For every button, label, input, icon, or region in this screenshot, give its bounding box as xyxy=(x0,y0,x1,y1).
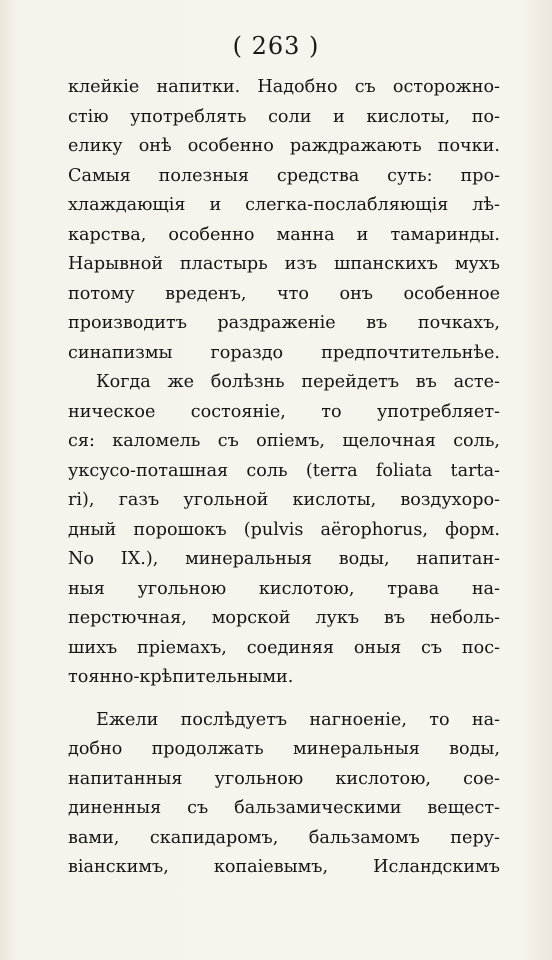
text-line: уксусо-поташная соль (terra foliata tarta- xyxy=(68,460,500,481)
text-line: диненныя съ бальзамическими вещест- xyxy=(68,798,500,818)
text-line: карства, особенно манна и тамаринды. xyxy=(68,224,500,245)
text-line: No IX.), минеральныя воды, напитан- xyxy=(68,549,500,569)
page-number: ( 263 ) xyxy=(232,32,320,60)
text-line: ныя угольною кислотою, трава на- xyxy=(68,578,500,599)
text-line: стiю употреблять соли и кислоты, по- xyxy=(68,106,500,127)
text-line: тоянно-крѣпительными. xyxy=(68,667,294,687)
text-line: потому вреденъ, что онъ особенное xyxy=(68,283,500,304)
text-line: дный порошокъ (pulvis aërophorus, форм. xyxy=(68,519,500,540)
body-text xyxy=(68,73,500,883)
text-line: елику онѣ особенно раждражають почки. xyxy=(68,136,500,156)
text-line: синапизмы гораздо предпочтительнѣе. xyxy=(68,342,500,363)
text-line: клейкie напитки. Надобно съ осторожно- xyxy=(68,77,500,97)
text-line: Самыя полезныя средства суть: про- xyxy=(68,165,500,186)
text-line: хлаждающiя и слегка-послабляющiя лѣ- xyxy=(68,195,500,215)
text-line: производитъ раздраженiе въ почкахъ, xyxy=(68,313,500,333)
text-line: Ежели послѣдуетъ нагноенiе, то на- xyxy=(96,709,500,730)
text-line: перстючная, морской лукъ въ неболь- xyxy=(68,608,500,628)
text-line: Нарывной пластырь изъ шпанскихъ мухъ xyxy=(68,254,500,274)
text-line: ся: каломель съ опiемъ, щелочная соль, xyxy=(68,431,500,451)
text-line: напитанныя угольною кислотою, сое- xyxy=(68,768,500,789)
text-line: вiанскимъ, копаiевымъ, Исландскимъ xyxy=(68,857,500,877)
text-line: вами, скапидаромъ, бальзамомъ перу- xyxy=(68,827,500,848)
text-line: ri), газъ угольной кислоты, воздухоро- xyxy=(68,490,500,510)
text-line: ническое состоянiе, то употребляет- xyxy=(68,401,500,422)
text-line: Когда же болѣзнь перейдетъ въ асте- xyxy=(96,372,500,392)
text-line: добно продолжать минеральныя воды, xyxy=(68,739,500,759)
text-line: шихъ прiемахъ, соединяя оныя съ пос- xyxy=(68,637,500,658)
